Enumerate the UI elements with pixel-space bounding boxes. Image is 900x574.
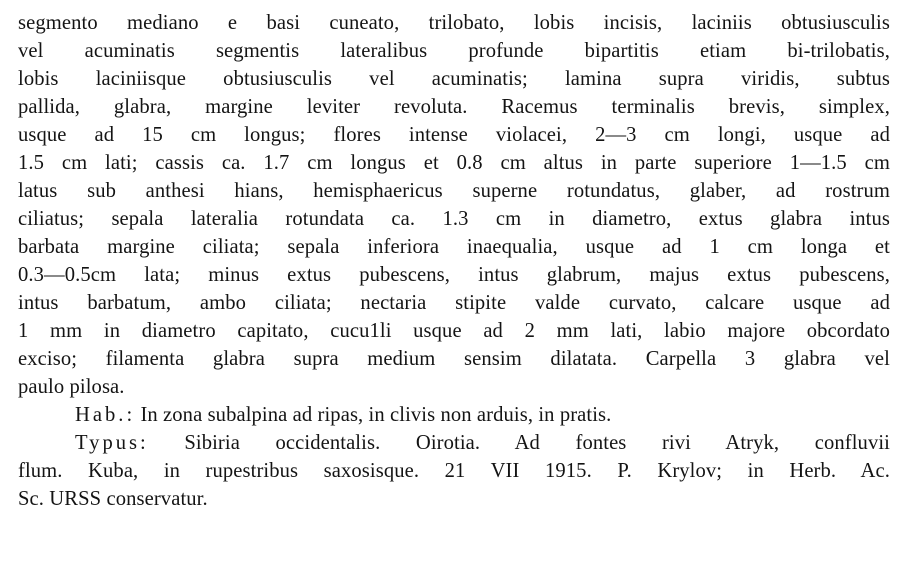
typus-text-line: flum. Kuba, in rupestribus saxosisque. 21 VII 1915. P. Krylov; in Herb. Ac. bbox=[18, 460, 890, 482]
text-line: segmento mediano e basi cuneato, trilobato, lobis incisis, laciniis obtusiusculis bbox=[18, 12, 890, 34]
typus-text-line: Sc. URSS conservatur. bbox=[18, 488, 208, 510]
text-line: 0.3—0.5cm lata; minus extus pubescens, intus glabrum, majus extus pubescens, bbox=[18, 264, 890, 286]
text-line: paulo pilosa. bbox=[18, 376, 125, 398]
text-line: barbata margine ciliata; sepala inferiora inaequalia, usque ad 1 cm longa et bbox=[18, 236, 890, 258]
habitat-text: In zona subalpina ad ripas, in clivis non arduis, in pratis. bbox=[140, 404, 612, 426]
text-line: 1 mm in diametro capitato, cucu1li usque ad 2 mm lati, labio majore obcordato bbox=[18, 320, 890, 342]
text-line: vel acuminatis segmentis lateralibus profunde bipartitis etiam bi-trilobatis, bbox=[18, 40, 890, 62]
text-line: pallida, glabra, margine leviter revoluta. Racemus terminalis brevis, simplex, bbox=[18, 96, 890, 118]
typus-label: Typus: bbox=[75, 432, 149, 454]
typus-paragraph-line bbox=[75, 430, 890, 456]
habitat-paragraph bbox=[75, 402, 890, 428]
text-line: lobis laciniisque obtusiusculis vel acuminatis; lamina supra viridis, subtus bbox=[18, 68, 890, 90]
text-line: usque ad 15 cm longus; flores intense violacei, 2—3 cm longi, usque ad bbox=[18, 124, 890, 146]
typus-text: Sibiria occidentalis. Oirotia. Ad fontes rivi Atryk, confluvii bbox=[184, 432, 890, 454]
text-line: ciliatus; sepala lateralia rotundata ca. 1.3 cm in diametro, extus glabra intus bbox=[18, 208, 890, 230]
text-line: exciso; filamenta glabra supra medium sensim dilatata. Carpella 3 glabra vel bbox=[18, 348, 890, 370]
habitat-label: Hab.: bbox=[75, 404, 136, 426]
text-line: 1.5 cm lati; cassis ca. 1.7 cm longus et 0.8 cm altus in parte superiore 1—1.5 cm bbox=[18, 152, 890, 174]
text-line: intus barbatum, ambo ciliata; nectaria stipite valde curvato, calcare usque ad bbox=[18, 292, 890, 314]
text-line: latus sub anthesi hians, hemisphaericus superne rotundatus, glaber, ad rostrum bbox=[18, 180, 890, 202]
